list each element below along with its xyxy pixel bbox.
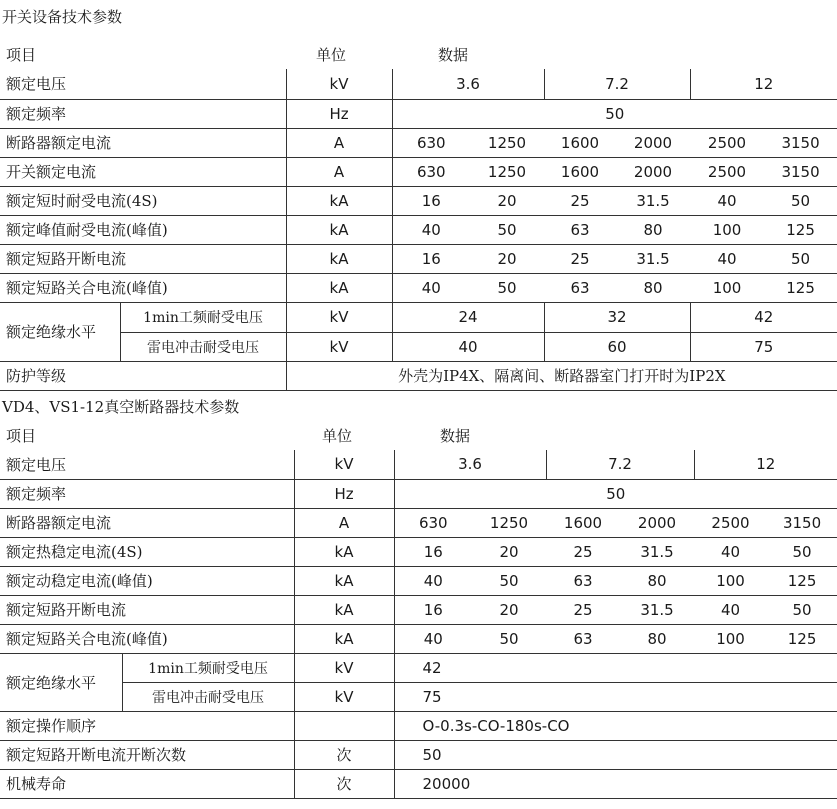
row-label: 额定频率 <box>0 479 294 508</box>
row-unit: kA <box>286 273 392 302</box>
row-unit: kV <box>294 450 394 479</box>
cell-value: 125 <box>767 566 837 595</box>
table-row <box>0 69 837 99</box>
cell-value: 20 <box>470 244 544 273</box>
cell-value: 50 <box>472 624 546 653</box>
cell-value: 20000 <box>394 769 837 798</box>
cell-value: 100 <box>694 566 767 595</box>
cell-value: 16 <box>392 244 470 273</box>
cell-value: 50 <box>394 479 837 508</box>
table-row <box>0 215 837 244</box>
row-label: 额定电压 <box>0 69 286 99</box>
header-unit: 单位 <box>322 427 353 445</box>
cell-value: 25 <box>546 595 620 624</box>
table-row <box>0 711 837 740</box>
cell-value: 1250 <box>470 128 544 157</box>
table-row <box>0 740 837 769</box>
cell-value: 12 <box>694 450 837 479</box>
row-label: 额定短路开断电流 <box>0 244 286 273</box>
row-unit <box>294 711 394 740</box>
row-unit: A <box>286 157 392 186</box>
row-label: 额定峰值耐受电流(峰值) <box>0 215 286 244</box>
row-label: 开关额定电流 <box>0 157 286 186</box>
header-item: 项目 <box>6 427 37 445</box>
table-row <box>0 186 837 215</box>
cell-value: 3150 <box>764 128 837 157</box>
cell-value: 630 <box>392 128 470 157</box>
table-row <box>0 537 837 566</box>
power-freq-label: 1min工频耐受电压 <box>122 653 294 682</box>
cell-value: 125 <box>767 624 837 653</box>
row-unit: kV <box>294 682 394 711</box>
section2-title: VD4、VS1-12真空断路器技术参数 <box>2 398 240 416</box>
cell-value: 1250 <box>472 508 546 537</box>
cell-value: 2000 <box>616 128 690 157</box>
cell-value: 40 <box>394 624 472 653</box>
cell-value: 50 <box>764 244 837 273</box>
table-header-row <box>0 421 837 450</box>
table-row <box>0 682 837 711</box>
cell-value: 100 <box>694 624 767 653</box>
row-unit: 次 <box>294 769 394 798</box>
row-unit: kV <box>294 653 394 682</box>
row-label: 额定操作顺序 <box>0 711 294 740</box>
row-label: 额定短路开断电流 <box>0 595 294 624</box>
table-row <box>0 450 837 479</box>
cell-value: 50 <box>764 186 837 215</box>
cell-value: 7.2 <box>544 69 690 99</box>
table-row <box>0 157 837 186</box>
table-row <box>0 244 837 273</box>
cell-value: 75 <box>394 682 837 711</box>
row-label: 额定短时耐受电流(4S) <box>0 186 286 215</box>
cell-value: 1600 <box>546 508 620 537</box>
cell-value: 125 <box>764 273 837 302</box>
cell-value: 50 <box>767 595 837 624</box>
row-label: 断路器额定电流 <box>0 128 286 157</box>
row-unit: Hz <box>294 479 394 508</box>
table-row <box>0 128 837 157</box>
cell-value: 63 <box>546 566 620 595</box>
table-row <box>0 595 837 624</box>
insulation-label: 额定绝缘水平 <box>0 653 122 711</box>
table-header-row <box>0 40 837 69</box>
row-unit: A <box>294 508 394 537</box>
header-data: 数据 <box>440 427 471 445</box>
cell-value: 20 <box>470 186 544 215</box>
cell-value: O-0.3s-CO-180s-CO <box>394 711 837 740</box>
cell-value: 25 <box>544 244 616 273</box>
table-row <box>0 361 837 390</box>
row-label: 额定短路开断电流开断次数 <box>0 740 294 769</box>
cell-value: 50 <box>470 215 544 244</box>
table-row <box>0 769 837 798</box>
breaker-params-table <box>0 421 837 799</box>
cell-value: 31.5 <box>616 244 690 273</box>
cell-value: 31.5 <box>620 537 694 566</box>
cell-value: 7.2 <box>546 450 694 479</box>
row-label: 额定热稳定电流(4S) <box>0 537 294 566</box>
cell-value: 63 <box>544 215 616 244</box>
insulation-label: 额定绝缘水平 <box>0 302 120 361</box>
row-unit: kA <box>286 215 392 244</box>
cell-value: 100 <box>690 273 764 302</box>
cell-value: 2000 <box>620 508 694 537</box>
row-unit: Hz <box>286 99 392 128</box>
cell-value: 80 <box>620 624 694 653</box>
cell-value: 20 <box>472 537 546 566</box>
cell-value: 1600 <box>544 157 616 186</box>
row-unit: kV <box>286 332 392 361</box>
cell-value: 16 <box>394 537 472 566</box>
cell-value: 3.6 <box>394 450 546 479</box>
row-label: 额定频率 <box>0 99 286 128</box>
cell-value: 42 <box>690 302 837 332</box>
protection-value: 外壳为IP4X、隔离间、断路器室门打开时为IP2X <box>286 361 837 390</box>
table-row <box>0 624 837 653</box>
cell-value: 25 <box>546 537 620 566</box>
cell-value: 50 <box>470 273 544 302</box>
cell-value: 40 <box>690 186 764 215</box>
table-row <box>0 99 837 128</box>
row-label: 机械寿命 <box>0 769 294 798</box>
cell-value: 16 <box>394 595 472 624</box>
table-row <box>0 566 837 595</box>
row-unit: kA <box>294 566 394 595</box>
row-unit: A <box>286 128 392 157</box>
header-unit: 单位 <box>316 46 347 64</box>
lightning-label: 雷电冲击耐受电压 <box>122 682 294 711</box>
cell-value: 40 <box>394 566 472 595</box>
row-unit: 次 <box>294 740 394 769</box>
lightning-label: 雷电冲击耐受电压 <box>120 332 286 361</box>
cell-value: 32 <box>544 302 690 332</box>
cell-value: 24 <box>392 302 544 332</box>
switchgear-params-table <box>0 40 837 391</box>
cell-value: 63 <box>546 624 620 653</box>
row-unit: kA <box>286 244 392 273</box>
table-row <box>0 273 837 302</box>
row-unit: kV <box>286 69 392 99</box>
cell-value: 50 <box>394 740 837 769</box>
cell-value: 3150 <box>767 508 837 537</box>
row-unit: kA <box>286 186 392 215</box>
cell-value: 3150 <box>764 157 837 186</box>
header-item: 项目 <box>6 46 37 64</box>
row-unit: kA <box>294 624 394 653</box>
cell-value: 16 <box>392 186 470 215</box>
row-label: 额定电压 <box>0 450 294 479</box>
cell-value: 1250 <box>470 157 544 186</box>
cell-value: 125 <box>764 215 837 244</box>
cell-value: 1600 <box>544 128 616 157</box>
cell-value: 31.5 <box>620 595 694 624</box>
cell-value: 630 <box>394 508 472 537</box>
cell-value: 20 <box>472 595 546 624</box>
cell-value: 42 <box>394 653 837 682</box>
cell-value: 80 <box>620 566 694 595</box>
cell-value: 2500 <box>690 128 764 157</box>
table-row <box>0 479 837 508</box>
row-label: 额定动稳定电流(峰值) <box>0 566 294 595</box>
cell-value: 40 <box>694 595 767 624</box>
table-row <box>0 653 837 682</box>
cell-value: 40 <box>392 332 544 361</box>
table-row <box>0 332 837 361</box>
cell-value: 25 <box>544 186 616 215</box>
cell-value: 40 <box>694 537 767 566</box>
cell-value: 40 <box>392 215 470 244</box>
cell-value: 100 <box>690 215 764 244</box>
cell-value: 40 <box>392 273 470 302</box>
cell-value: 630 <box>392 157 470 186</box>
table-row <box>0 302 837 332</box>
cell-value: 12 <box>690 69 837 99</box>
row-unit: kA <box>294 595 394 624</box>
protection-label: 防护等级 <box>0 361 286 390</box>
cell-value: 80 <box>616 273 690 302</box>
row-unit: kV <box>286 302 392 332</box>
cell-value: 50 <box>392 99 837 128</box>
row-label: 断路器额定电流 <box>0 508 294 537</box>
cell-value: 3.6 <box>392 69 544 99</box>
cell-value: 2000 <box>616 157 690 186</box>
header-data: 数据 <box>438 46 469 64</box>
cell-value: 2500 <box>694 508 767 537</box>
power-freq-label: 1min工频耐受电压 <box>120 302 286 332</box>
cell-value: 40 <box>690 244 764 273</box>
row-label: 额定短路关合电流(峰值) <box>0 624 294 653</box>
cell-value: 2500 <box>690 157 764 186</box>
table-row <box>0 508 837 537</box>
section1-title: 开关设备技术参数 <box>2 8 123 26</box>
cell-value: 31.5 <box>616 186 690 215</box>
row-label: 额定短路关合电流(峰值) <box>0 273 286 302</box>
cell-value: 60 <box>544 332 690 361</box>
row-unit: kA <box>294 537 394 566</box>
cell-value: 80 <box>616 215 690 244</box>
cell-value: 63 <box>544 273 616 302</box>
cell-value: 50 <box>767 537 837 566</box>
cell-value: 75 <box>690 332 837 361</box>
cell-value: 50 <box>472 566 546 595</box>
